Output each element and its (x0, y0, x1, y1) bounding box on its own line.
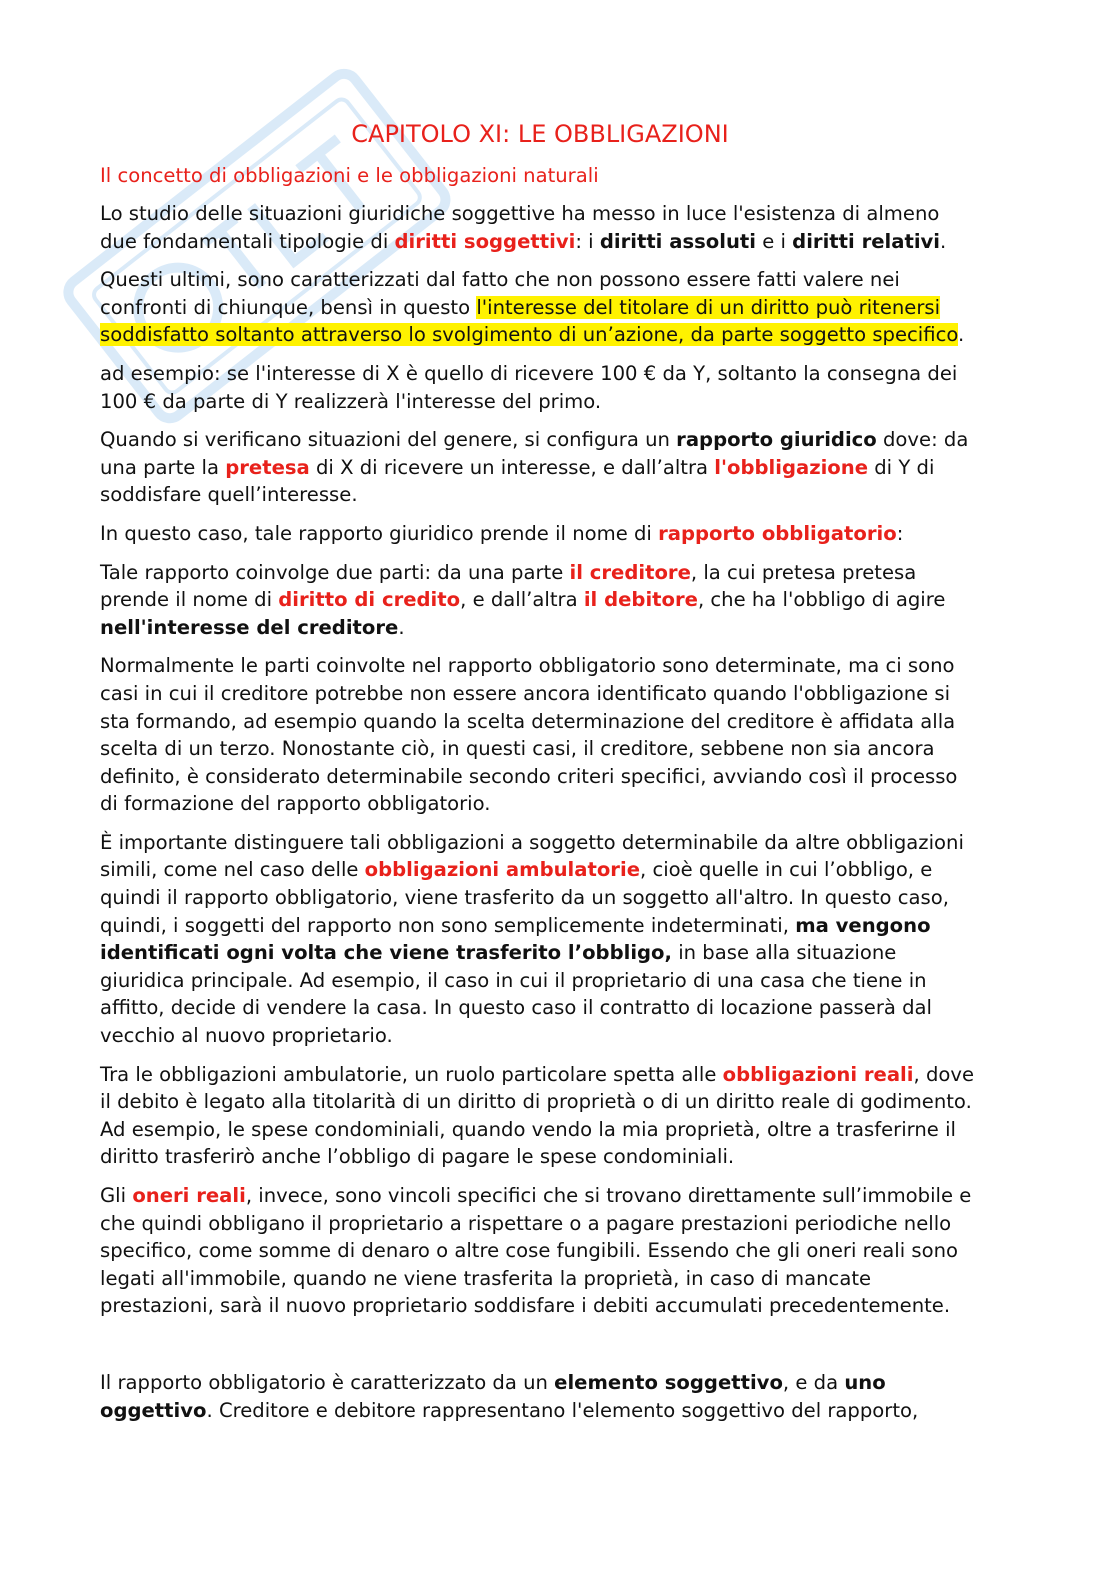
term-debitore: il debitore (583, 588, 698, 612)
paragraph-5: In questo caso, tale rapporto giuridico prende il nome di rapporto obbligatorio: (100, 521, 904, 545)
paragraph-6: Tale rapporto coinvolge due parti: da una parte il creditore, la cui pretesa pretesa prende il nome di diritto di credito, e dall’altra il debitore, che ha l'obbligo di agire nell'interesse del creditore. (100, 560, 946, 639)
paragraph-9: Tra le obbligazioni ambulatorie, un ruolo particolare spetta alle obbligazioni reali, dove il debito è legato alla titolarità di un diritto di proprietà o di un diritto reale di godimento. Ad esempio, le spese condominiali, quando vendo la mia proprietà, oltre a trasferirne il diritto trasferirò anche l’obbligo di pagare le spese condominiali. (100, 1062, 975, 1169)
paragraph-3: ad esempio: se l'interesse di X è quello di ricevere 100 € da Y, soltanto la consegna dei 100 € da parte di Y realizzerà l'interesse del primo. (100, 361, 958, 413)
paragraph-2: Questi ultimi, sono caratterizzati dal fatto che non possono essere fatti valere nei confronti di chiunque, bensì in questo l'interesse del titolare di un diritto può ritenersi soddisfatto soltanto attraverso lo svolgimento di un’azione, da parte soggetto specifico. (100, 268, 965, 347)
term-rapporto-giuridico: rapporto giuridico (676, 428, 877, 452)
term-rapporto-obbligatorio: rapporto obbligatorio (658, 521, 897, 545)
term-diritti-relativi: diritti relativi (792, 229, 941, 253)
term-obbligazioni-reali: obbligazioni reali (722, 1062, 914, 1086)
term-diritti-soggettivi: diritti soggettivi (394, 229, 576, 253)
term-elemento-soggettivo: elemento soggettivo (554, 1370, 783, 1394)
term-obbligazioni-ambulatorie: obbligazioni ambulatorie (364, 858, 640, 882)
chapter-title: CAPITOLO XI: LE OBBLIGAZIONI (351, 120, 729, 148)
term-oneri-reali: oneri reali (132, 1184, 246, 1207)
paragraph-7: Normalmente le parti coinvolte nel rapporto obbligatorio sono determinate, ma ci sono casi in cui il creditore potrebbe non essere ancora identificato quando l'obbligazione si sta formando, ad esempio quando la scelta determinazione del creditore è affidata alla scelta di un terzo. Nonostante ciò, in questi casi, il creditore, sebbene non sia ancora definito, è considerato determinabile secondo criteri specifici, avviando così il processo di formazione del rapporto obbligatorio. (100, 654, 958, 816)
paragraph-8: È importante distinguere tali obbligazioni a soggetto determinabile da altre obbligazioni simili, come nel caso delle obbligazioni ambulatorie, cioè quelle in cui l’obbligo, e quindi il rapporto obbligatorio, viene trasferito da un soggetto all'altro. In questo caso, quindi, i soggetti del rapporto non sono semplicemente indeterminati, ma vengono identificati ogni volta che viene trasferito l’obbligo, in base alla situazione giuridica principale. Ad esempio, il caso in cui il proprietario di una casa che tiene in affitto, decide di vendere la casa. In questo caso il contratto di locazione passerà dal vecchio al nuovo proprietario. (100, 830, 964, 1048)
highlighted-text: l'interesse del titolare di un diritto può ritenersi soddisfatto soltanto attraverso lo svolgimento di un’azione, da parte soggetto specifico (100, 295, 959, 347)
bold-identificati: ma vengono identificati ogni volta che viene trasferito l’obbligo, (100, 913, 931, 965)
section-heading: Il concetto di obbligazioni e le obbligazioni naturali (100, 164, 599, 187)
document-page (100, 118, 980, 1435)
term-uno-oggettivo: uno oggettivo (100, 1370, 886, 1422)
term-diritto-di-credito: diritto di credito (278, 588, 461, 612)
term-creditore: il creditore (569, 560, 691, 584)
paragraph-10: Gli oneri reali, invece, sono vincoli specifici che si trovano direttamente sull’immobile e che quindi obbligano il proprietario a rispettare o a pagare prestazioni periodiche nello specifico, come somme di denaro o altre cose fungibili. Essendo che gli oneri reali sono legati all'immobile, quando ne viene trasferita la proprietà, in caso di mancate prestazioni, sarà il nuovo proprietario soddisfare i debiti accumulati precedentemente. (100, 1184, 972, 1318)
term-diritti-assoluti: diritti assoluti (599, 229, 756, 253)
paragraph-1: Lo studio delle situazioni giuridiche soggettive ha messo in luce l'esistenza di almeno due fondamentali tipologie di diritti soggettivi: i diritti assoluti e i diritti relativi. (100, 202, 947, 253)
term-interesse-creditore: nell'interesse del creditore (100, 615, 399, 639)
paragraph-11: Il rapporto obbligatorio è caratterizzato da un elemento soggettivo, e da uno oggettivo. Creditore e debitore rappresentano l'elemento soggettivo del rapporto, (100, 1370, 919, 1422)
spacer (100, 1331, 980, 1369)
term-obbligazione: l'obbligazione (714, 455, 869, 479)
paragraph-4: Quando si verificano situazioni del genere, si configura un rapporto giuridico dove: da una parte la pretesa di X di ricevere un interesse, e dall’altra l'obbligazione di Y di soddisfare quell’interesse. (100, 428, 969, 507)
term-pretesa: pretesa (225, 455, 310, 479)
